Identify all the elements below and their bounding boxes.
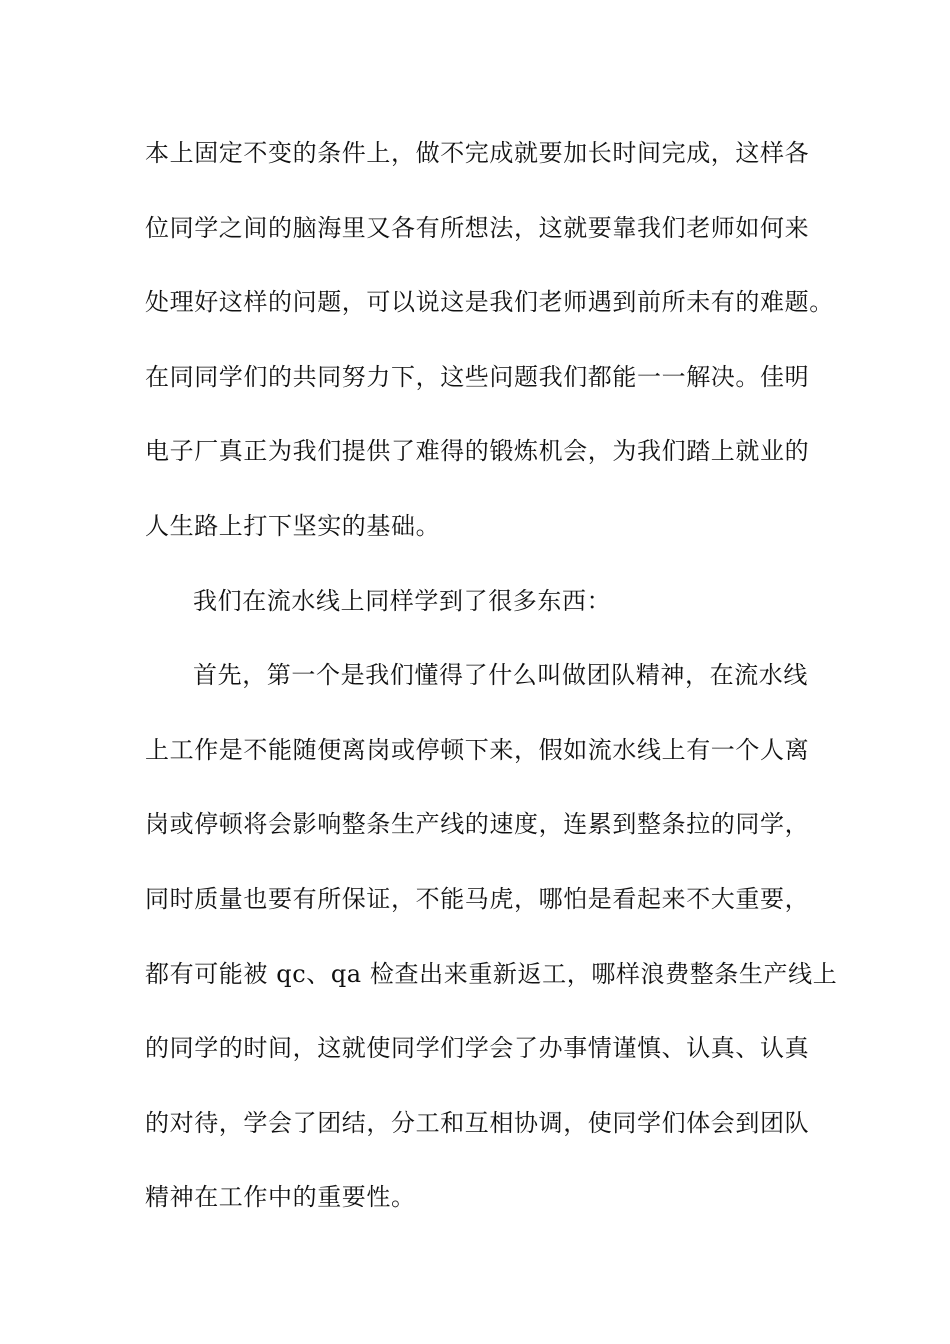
text-line: 在同同学们的共同努力下，这些问题我们都能一一解决。佳明 [145,362,810,391]
text-line: 的对待，学会了团结，分工和互相协调，使同学们体会到团队 [145,1108,810,1137]
text-line: 的同学的时间，这就使同学们学会了办事情谨慎、认真、认真 [145,1034,810,1063]
text-line: 上工作是不能随便离岗或停顿下来，假如流水线上有一个人离 [145,735,810,764]
text-line: 精神在工作中的重要性。 [145,1183,416,1212]
text-line: 岗或停顿将会影响整条生产线的速度，连累到整条拉的同学， [145,810,810,839]
text-line: 位同学之间的脑海里又各有所想法，这就要靠我们老师如何来 [145,213,810,242]
text-line: 同时质量也要有所保证，不能马虎，哪怕是看起来不大重要， [145,884,810,913]
body-text [145,132,838,1251]
paragraph-first-line: 我们在流水线上同样学到了很多东西： [193,586,612,615]
text-line: 处理好这样的问题，可以说这是我们老师遇到前所未有的难题。 [145,288,834,317]
paragraph-first-line: 首先，第一个是我们懂得了什么叫做团队精神，在流水线 [193,661,808,690]
text-line: 都有可能被 qc、qa 检查出来重新返工，哪样浪费整条生产线上 [145,959,838,988]
text-line: 人生路上打下坚实的基础。 [145,511,441,540]
text-line: 本上固定不变的条件上，做不完成就要加长时间完成，这样各 [145,139,810,167]
text-line: 电子厂真正为我们提供了难得的锻炼机会，为我们踏上就业的 [145,437,810,466]
